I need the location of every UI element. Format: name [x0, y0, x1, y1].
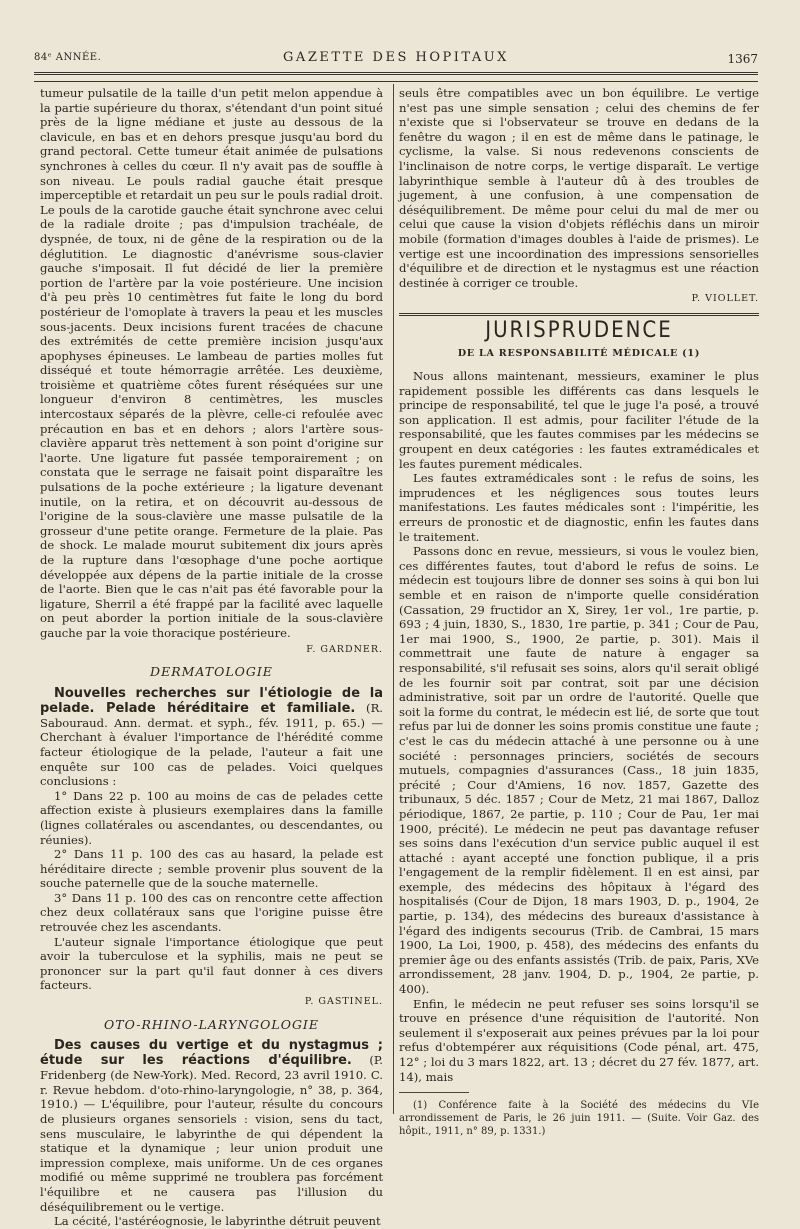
footnote: (1) Conférence faite à la Société des médecins du VIe arrondissement de Paris, le 26 juin 1911. — (Suite. Voir Gaz. des hôpit., 1911, n° 89, p. 1331.) — [399, 1100, 759, 1138]
article-dermatologie — [40, 686, 383, 789]
conclusion-1: 1° Dans 22 p. 100 au moins de cas de pelades cette affection existe à plusieurs exemplaires dans la famille (lignes collatérales ou ascendantes, ou descendantes, ou réunies). — [40, 788, 383, 847]
page-header — [34, 50, 758, 68]
journal-title: GAZETTE DES HOPITAUX — [283, 50, 509, 65]
column-divider — [393, 84, 394, 1114]
page-number: 1367 — [727, 52, 758, 66]
author-signature: P. GASTINEL. — [304, 996, 383, 1008]
article-reference: (P. Fridenberg (de New-York). Med. Record, 23 avril 1910. C. r. Revue hebdom. d'oto-rhino-laryngologie, n° 38, p. 364, 1910.) — L'équilibre, pour l'auteur, résulte du concours de plusieurs organes sensoriels : vision, sens du tact, sens musculaire, le labyrinthe de qui dépendent la statique et la dynamique ; leur union produit une impression complexe, mais uniforme. Un de ces organes modifié ou même supprimé ne troublera pas forcément l'équilibre et ne causera pas l'illusion du déséquilibrement ou le vertige. — [40, 1053, 383, 1214]
volume-label: 84ᵉ ANNÉE. — [34, 52, 102, 63]
section-heading-oto-rhino: OTO-RHINO-LARYNGOLOGIE — [103, 1016, 319, 1032]
article-oto-rhino — [40, 1038, 383, 1214]
paragraph: Enfin, le médecin ne peut refuser ses soins lorsqu'il se trouve en présence d'une réquisition de l'autorité. Non seulement il s'exposerait aux peines prévues par la loi pour refus d'obtempérer aux réquisitions (Code pénal, art. 475, 12° ; loi du 3 mars 1822, art. 13 ; décret du 27 fév. 1877, art. 14), mais — [399, 996, 759, 1084]
right-column — [399, 86, 759, 1138]
conclusion-4: L'auteur signale l'importance étiologique que peut avoir la tuberculose et la syphilis, mais ne peut se prononcer sur la part qu'il faut donner à ces divers facteurs. — [40, 934, 383, 993]
paragraph: Les fautes extramédicales sont : le refus de soins, les imprudences et les négligences sous toutes leurs manifestations. Les fautes médicales sont : l'impéritie, les erreurs de pronostic et de diagnostic, enfin les fautes dans le traitement. — [399, 471, 759, 544]
left-column — [40, 86, 383, 1229]
paragraph: La cécité, l'astéréognosie, le labyrinthe détruit peuvent — [54, 1214, 381, 1229]
article-continuation: tumeur pulsatile de la taille d'un petit melon appendue à la partie supérieure du thorax, s'étendant d'un point situé près de la ligne médiane et juste au dessous de la clavicule, en bas et en dehors presque jusqu'au bord du grand pectoral. Cette tumeur était animée de pulsations synchrones à celles du cœur. Il n'y avait pas de souffle à son niveau. Le pouls radial gauche était presque imperceptible et retardait un peu sur le pouls radial droit. Le pouls de la carotide gauche était synchrone avec celui de la radiale droite ; pas d'impulsion trachéale, de dyspnée, de toux, ni de gêne de la respiration ou de la déglutition. Le diagnostic d'anévrisme sous-clavier gauche s'imposait. Il fut décidé de lier la première portion de l'artère par la voie postérieure. Une incision d'à peu près 10 centimètres fut faite le long du bord postérieur de l'omoplate à travers la peau et les muscles sous-jacents. Deux incisions furent tracées de chacune des extrémités de cette première incision jusqu'aux apophyses épineuses. Le lambeau de parties molles fut disséqué et toute hémorragie arrêtée. Les deuxième, troisième et quatrième côtes furent réséquées sur une longueur d'environ 8 centimètres, les muscles intercostaux séparés de la plèvre, celle-ci refoulée avec précaution en bas et en dehors ; alors l'artère sous-clavière apparut très nettement à son point d'origine sur l'aorte. Une ligature fut passée temporairement ; on constata que le serrage ne faisait point disparaître les pulsations de la poche extérieure ; la ligature devenant inutile, on la retira, et on découvrit au-dessous de l'origine de la sous-clavière une masse pulsatile de la grosseur d'une petite orange. Fermeture de la plaie. Pas de shock. Le malade mourut subitement dix jours après de la rupture dans l'œsophage d'une poche aortique développée aux dépens de la partie initiale de la crosse de l'aorte. Bien que le cas n'ait pas été favorable pour la ligature, Sherril a été frappé par la facilité avec laquelle on peut aborder la portion initiale de la sous-clavière gauche par la voie thoracique postérieure. — [40, 86, 383, 640]
article-title: Nouvelles recherches sur l'étiologie de la pelade. Pelade héréditaire et familiale. — [40, 685, 383, 716]
author-signature: F. GARDNER. — [306, 643, 383, 655]
footnote-rule — [399, 1092, 469, 1093]
author-signature: P. VIOLLET. — [691, 293, 759, 305]
article-heading: DE LA RESPONSABILITÉ MÉDICALE (1) — [457, 347, 701, 359]
article-continuation: seuls être compatibles avec un bon équilibre. Le vertige n'est pas une simple sensation ; celui des chemins de fer n'existe que si l'observateur se trouve en dedans de la fenêtre du wagon ; il en est de même dans le patinage, le cyclisme, la valse. Si nous redevenons conscients de l'inclinaison de notre corps, le vertige disparaît. Le vertige labyrinthique semble à l'auteur dû à des troubles de jugement, à une confusion, à une compensation de déséquilibrement. De même pour celui du mal de mer ou celui que cause la vision d'objets réfléchis dans un miroir mobile (formation d'images doubles à l'aide de prismes). Le vertige est une incoordination des impressions sensorielles d'équilibre et de direction et le nystagmus est une réaction destinée à corriger ce trouble. — [399, 86, 759, 290]
header-rule — [34, 72, 758, 82]
paragraph: Nous allons maintenant, messieurs, examiner le plus rapidement possible les différents cas dans lesquels le principe de responsabilité, tel que le juge l'a posé, a trouvé son application. Il est admis, pour faciliter l'étude de la responsabilité, que les fautes commises par les médecins se groupent en deux catégories : les fautes extramédicales et les fautes purement médicales. — [399, 369, 759, 471]
paragraph: Passons donc en revue, messieurs, si vous le voulez bien, ces différentes fautes, tout d'abord le refus de soins. Le médecin est toujours libre de donner ses soins à qui bon lui semble et en raison de n'importe quelle considération (Cassation, 29 fructidor an X, Sirey, 1er vol., 1re partie, p. 693 ; 4 juin, 1830, S., 1830, 1re partie, p. 341 ; Cour de Pau, 1er mai 1900, S., 1900, 2e partie, p. 301). Mais il commettrait une faute de nature à engager sa responsabilité, s'il refusait ses soins, alors qu'il serait obligé de les fournir soit par contrat, soit par une décision administrative, soit par un ordre de l'autorité. Quelle que soit la forme du contrat, le médecin est lié, de sorte que tout refus par lui de donner les soins promis constitue une faute ; c'est le cas du médecin attaché à une personne ou à une société : personnages princiers, sociétés de secours mutuels, compagnies d'assurances (Cass., 18 juin 1835, précité ; Cour d'Amiens, 16 nov. 1857, Gazette des tribunaux, 5 déc. 1857 ; Cour de Metz, 21 mai 1867, Dalloz périodique, 1867, 2e partie, p. 110 ; Cour de Pau, 1er mai 1900, précité). Le médecin ne peut pas davantage refuser ses soins dans l'exécution d'un service public auquel il est attaché : ayant accepté une fonction publique, il a pris l'engagement de la remplir fidèlement. Il en est ainsi, par exemple, des médecins des hôpitaux à l'égard des hospitalisés (Cour de Dijon, 18 mars 1903, D. p., 1904, 2e partie, p. 134), des médecins des bureaux d'assistance à l'égard des indigents secourus (Trib. de Cambrai, 15 mars 1900, La Loi, 1900, p. 458), des médecins des enfants du premier âge ou des enfants assistés (Trib. de paix, Paris, XVe arrondissement, 28 janv. 1904, D. p., 1904, 2e partie, p. 400). — [399, 544, 759, 997]
conclusion-3: 3° Dans 11 p. 100 des cas on rencontre cette affection chez deux collatéraux sans que l'origine puisse être retrouvée chez les ascendants. — [40, 890, 383, 935]
conclusion-2: 2° Dans 11 p. 100 des cas au hasard, la pelade est héréditaire directe ; semble provenir plus souvent de la souche paternelle que de la souche maternelle. — [40, 847, 383, 891]
section-title-jurisprudence: JURISPRUDENCE — [485, 317, 673, 343]
section-heading-dermatologie: DERMATOLOGIE — [150, 664, 273, 680]
article-title: Des causes du vertige et du nystagmus ; étude sur les réactions d'équilibre. — [40, 1038, 383, 1069]
article-reference: (R. Sabouraud. Ann. dermat. et syph., fév. 1911, p. 65.) — Cherchant à évaluer l'importance de l'hérédité comme facteur étiologique de la pelade, l'auteur a fait une enquête sur 100 cas de pelades. Voici quelques conclusions : — [40, 700, 383, 789]
